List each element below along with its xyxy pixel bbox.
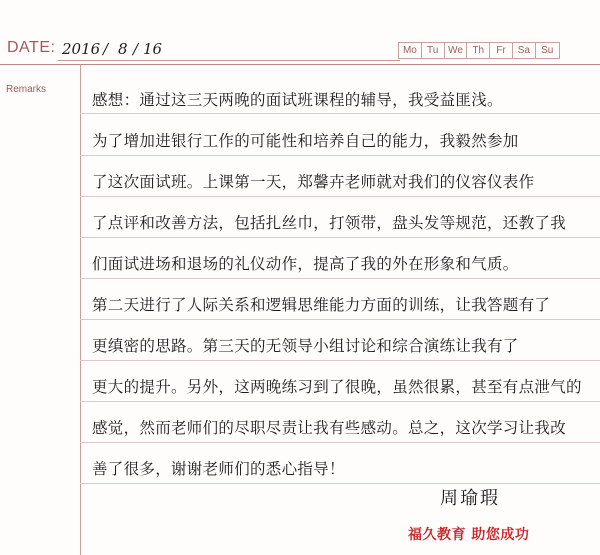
ruled-line — [80, 155, 600, 156]
ruled-line — [80, 442, 600, 443]
ruled-line — [80, 360, 600, 361]
weekday-tu: Tu — [422, 43, 445, 58]
ruled-line — [80, 319, 600, 320]
ruled-line — [80, 196, 600, 197]
weekday-th: Th — [467, 43, 490, 58]
ruled-line — [80, 401, 600, 402]
weekday-we: We — [445, 43, 468, 58]
date-day: 16 — [143, 40, 163, 58]
weekday-mo: Mo — [399, 43, 422, 58]
ruled-line — [80, 237, 600, 238]
margin-line — [80, 64, 81, 555]
text-line: 更缜密的思路。第三天的无领导小组讨论和综合演练让我有了 — [92, 337, 519, 355]
text-line: 们面试进场和退场的礼仪动作，提高了我的外在形象和气质。 — [92, 255, 519, 273]
text-line: 更大的提升。另外，这两晚练习到了很晚，虽然很累，甚至有点泄气的 — [92, 378, 582, 396]
text-line: 为了增加进银行工作的可能性和培养自己的能力，我毅然参加 — [92, 132, 519, 150]
date-label: DATE: — [7, 39, 56, 56]
footer-slogan: 福久教育 助您成功 — [408, 527, 530, 543]
weekday-su: Su — [541, 45, 554, 56]
weekday-selector — [398, 42, 560, 59]
ruled-line — [80, 113, 600, 114]
remarks-label: Remarks — [6, 84, 47, 95]
weekday-fr: Fr — [490, 43, 513, 58]
ruled-line — [80, 278, 600, 279]
text-line: 感觉，然而老师们的尽职尽责让我有些感动。总之，这次学习让我改 — [92, 419, 567, 437]
date-underline — [58, 60, 400, 61]
date-separator: / — [103, 40, 109, 58]
ruled-line — [80, 483, 600, 484]
date-separator: / — [133, 40, 139, 58]
date-month: 8 — [118, 40, 128, 58]
signature: 周瑜瑕 — [440, 488, 500, 509]
date-year: 2016 — [62, 40, 101, 58]
text-line: 感想：通过这三天两晚的面试班课程的辅导，我受益匪浅。 — [92, 91, 503, 109]
text-line: 了点评和改善方法，包括扎丝巾，打领带，盘头发等规范，还教了我 — [92, 214, 567, 232]
header-divider — [0, 64, 600, 65]
weekday-sa: Sa — [513, 43, 536, 58]
text-line: 了这次面试班。上课第一天，郑馨卉老师就对我们的仪容仪表作 — [92, 173, 535, 191]
text-line: 第二天进行了人际关系和逻辑思维能力方面的训练，让我答题有了 — [92, 296, 551, 314]
text-line: 善了很多，谢谢老师们的悉心指导！ — [92, 460, 345, 478]
